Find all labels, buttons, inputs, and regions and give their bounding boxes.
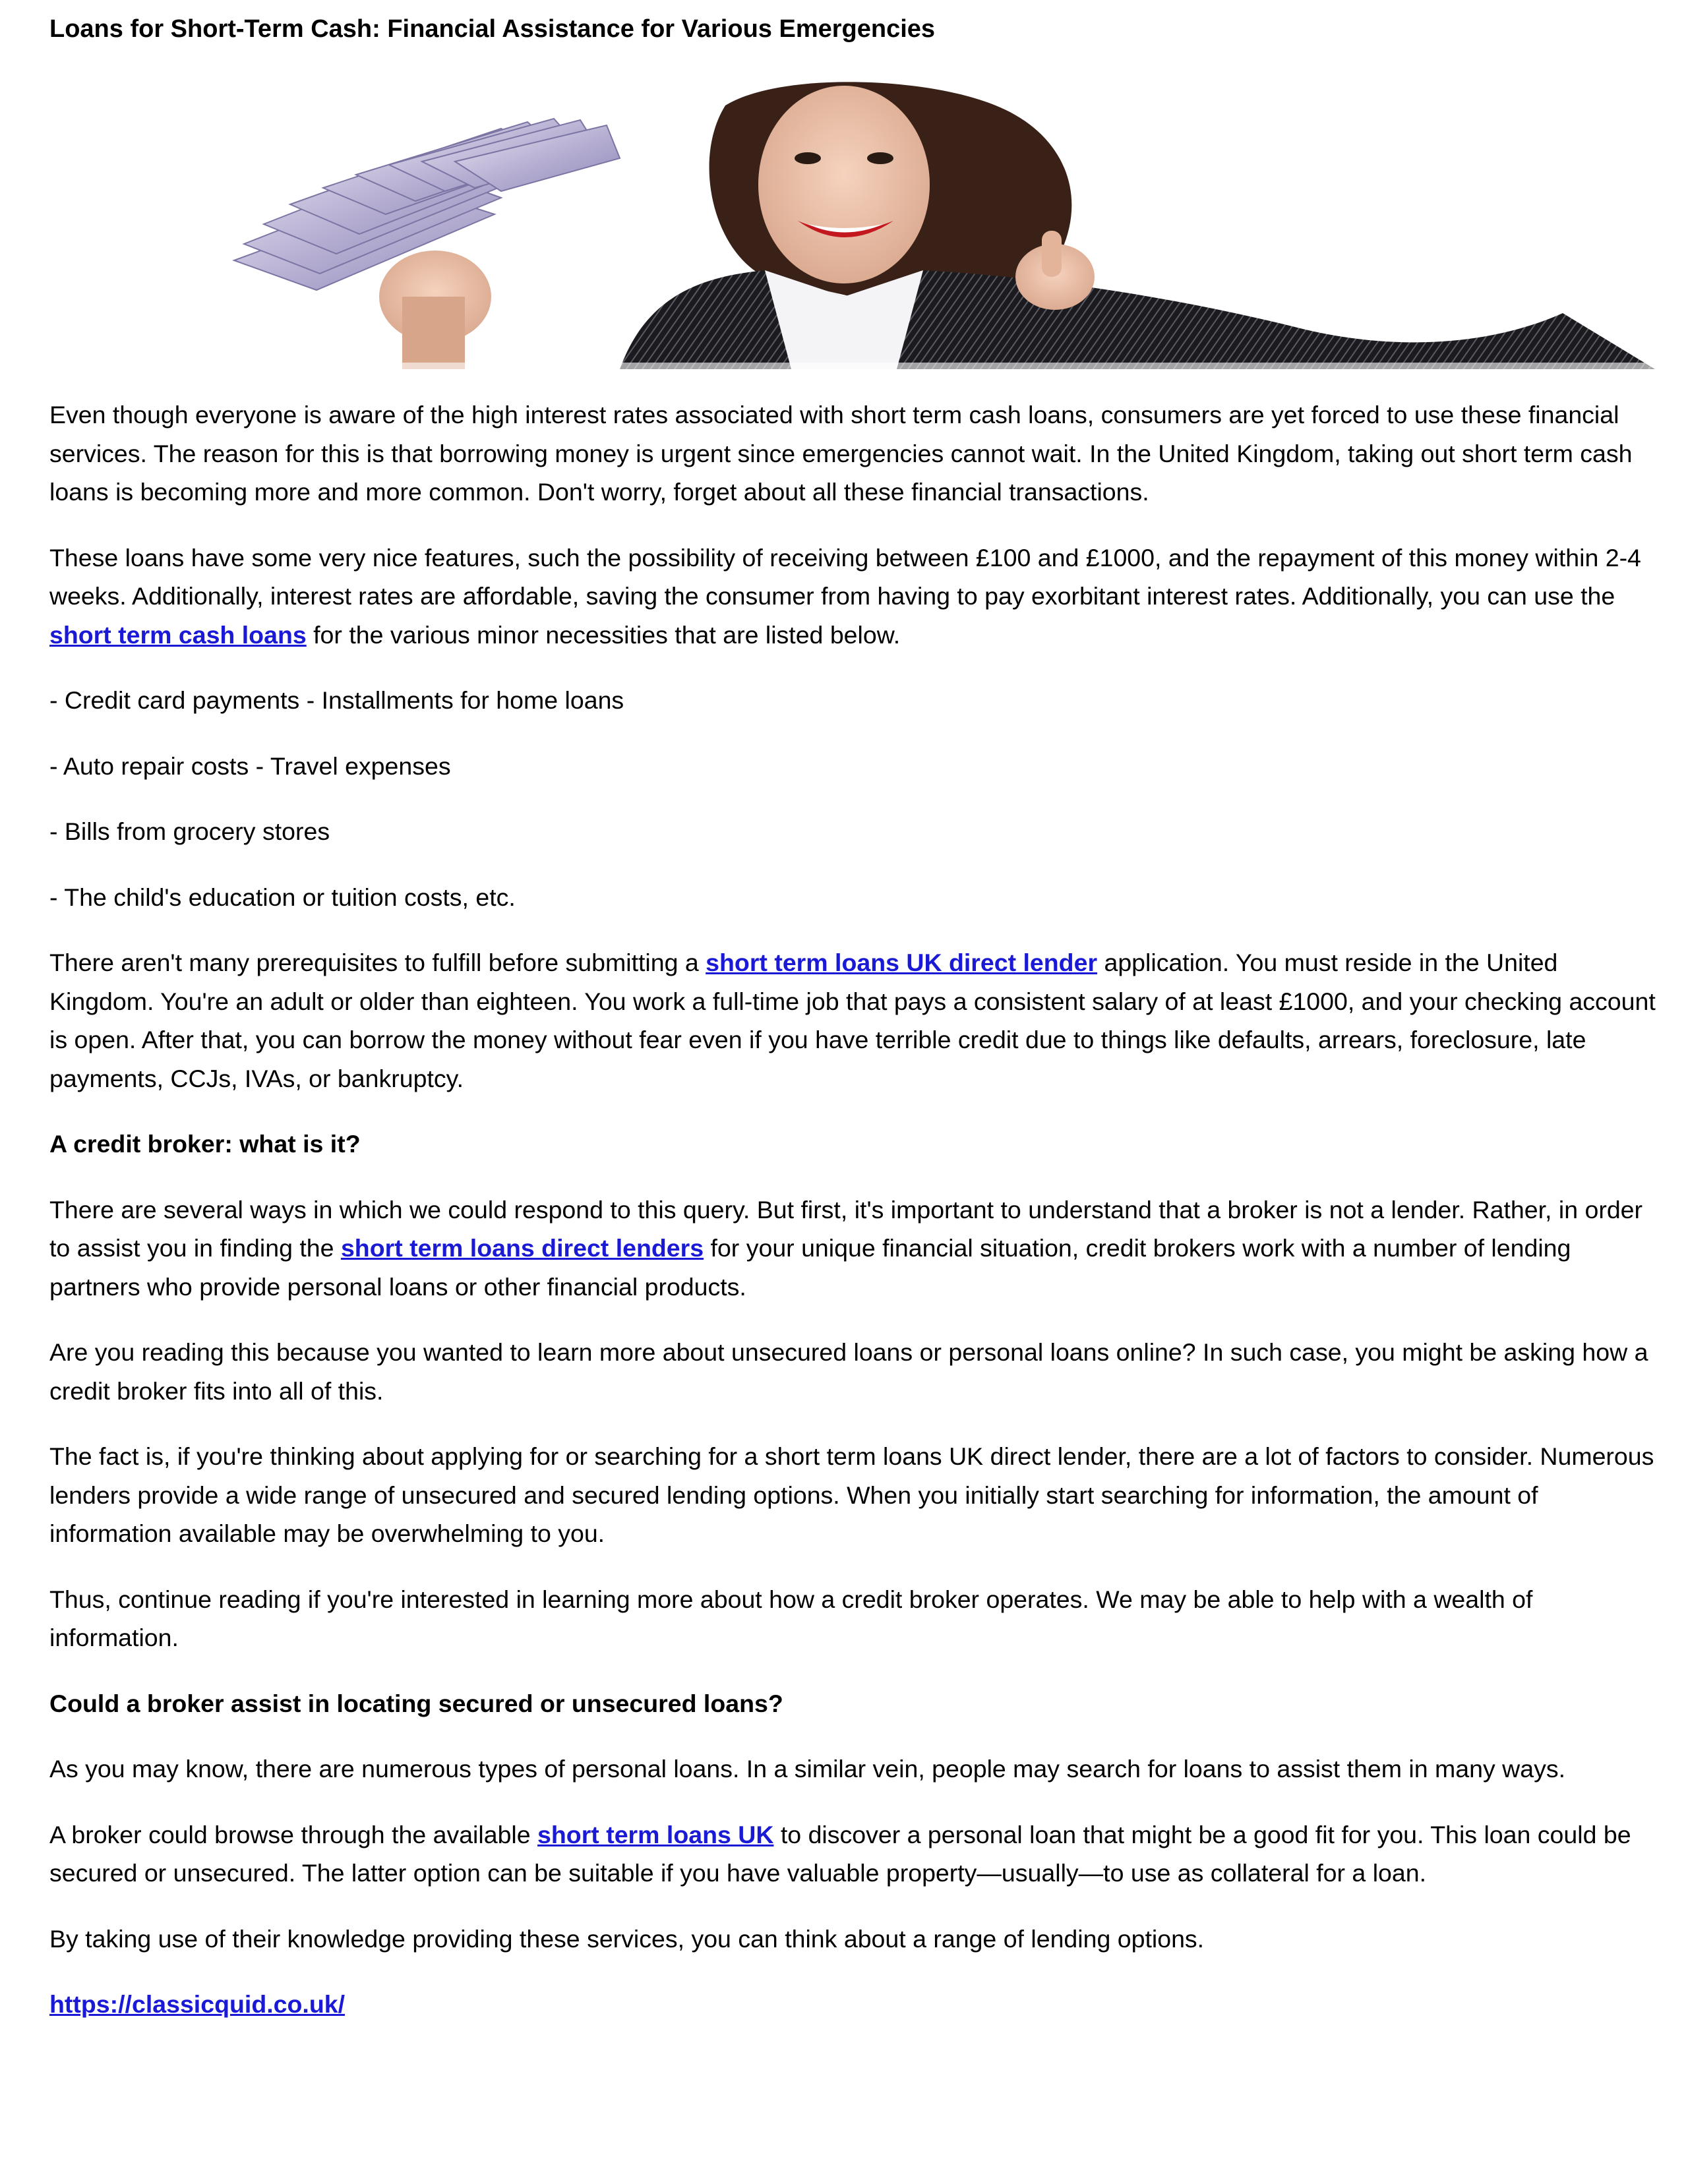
paragraph: A broker could browse through the available short term loans UK to discover a personal loan that might be a good fit for you. This loan could be secured or unsecured. The latter option can be suitable if you have valuable property—usually—to use as collateral for a loan.: [49, 1820, 1631, 1887]
woman-holding-banknotes-image: [185, 79, 1655, 369]
article-body: [49, 396, 1658, 2051]
short-term-cash-loans-link[interactable]: short term cash loans: [49, 620, 307, 649]
list-item: - Credit card payments - Installments for home loans: [49, 686, 624, 714]
paragraph: Thus, continue reading if you're interested in learning more about how a credit broker operates. We may be able to help with a wealth of information.: [49, 1585, 1533, 1651]
short-term-loans-uk-link[interactable]: short term loans UK: [537, 1820, 774, 1848]
paragraph: There are several ways in which we could respond to this query. But first, it's important to understand that a broker is not a lender. Rather, in order to assist you in finding the short term loans direct lenders for your unique financial situation, credit brokers work with a number of lending partners who provide personal loans or other financial products.: [49, 1195, 1643, 1301]
paragraph: These loans have some very nice features, such the possibility of receiving between £100 and £1000, and the repayment of this money within 2-4 weeks. Additionally, interest rates are affordable, saving the consumer from having to pay exorbitant interest rates. Additionally, you can use the short term cash loans for the various minor necessities that are listed below.: [49, 543, 1641, 649]
page-title: Loans for Short-Term Cash: Financial Assistance for Various Emergencies: [49, 15, 936, 43]
section-heading: A credit broker: what is it?: [49, 1130, 361, 1158]
paragraph: [49, 1985, 1658, 2024]
short-term-loans-direct-lenders-link[interactable]: short term loans direct lenders: [340, 1234, 704, 1262]
short-term-loans-uk-direct-lender-link[interactable]: short term loans UK direct lender: [706, 949, 1098, 976]
paragraph: Even though everyone is aware of the high interest rates associated with short term cash loans, consumers are yet forced to use these financial services. The reason for this is that borrowing money is urgent since emergencies cannot wait. In the United Kingdom, taking out short term cash loans is becoming more and more common. Don't worry, forget about all these financial transactions.: [49, 401, 1633, 506]
paragraph: There aren't many prerequisites to fulfill before submitting a short term loans UK direct lender application. You must reside in the United Kingdom. You're an adult or older than eighteen. You work a full-time job that pays a consistent salary of at least £1000, and your checking account is open. After that, you can borrow the money without fear even if you have terrible credit due to things like defaults, arrears, foreclosure, late payments, CCJs, IVAs, or bankruptcy.: [49, 949, 1656, 1092]
paragraph: The fact is, if you're thinking about applying for or searching for a short term loans UK direct lender, there are a lot of factors to consider. Numerous lenders provide a wide range of unsecured and secured lending options. When you initially start searching for information, the amount of information available may be overwhelming to you.: [49, 1442, 1654, 1547]
list-item: - Bills from grocery stores: [49, 817, 330, 845]
list-item: - Auto repair costs - Travel expenses: [49, 752, 451, 780]
paragraph: As you may know, there are numerous types of personal loans. In a similar vein, people may search for loans to assist them in many ways.: [49, 1755, 1565, 1783]
paragraph: By taking use of their knowledge providing these services, you can think about a range of lending options.: [49, 1924, 1205, 1953]
section-heading: Could a broker assist in locating secured or unsecured loans?: [49, 1689, 783, 1717]
list-item: - The child's education or tuition costs, etc.: [49, 883, 516, 911]
paragraph: Are you reading this because you wanted to learn more about unsecured loans or personal loans online? In such case, you might be asking how a credit broker fits into all of this.: [49, 1338, 1648, 1405]
website-url-link[interactable]: https://classicquid.co.uk/: [49, 1990, 346, 2018]
